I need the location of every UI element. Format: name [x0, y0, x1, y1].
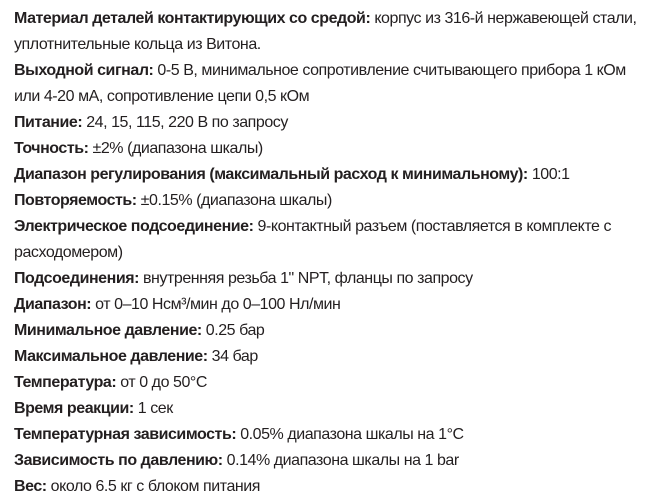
spec-value: 9-контактный разъем (поставляется в комплекте с расходомером) — [14, 218, 612, 261]
spec-pressure-effect — [14, 448, 642, 474]
spec-range — [14, 292, 642, 318]
spec-label: Диапазон: — [14, 296, 92, 313]
spec-value: ±2% (диапазона шкалы) — [92, 140, 263, 157]
spec-label: Выходной сигнал: — [14, 62, 154, 79]
spec-value: 0.25 бар — [205, 322, 265, 339]
spec-value: 1 сек — [137, 400, 173, 417]
spec-label: Питание: — [14, 114, 83, 131]
spec-label: Температурная зависимость: — [14, 426, 237, 443]
spec-label: Вес: — [14, 478, 47, 495]
spec-label: Электрическое подсоединение: — [14, 218, 254, 235]
spec-value: около 6.5 кг с блоком питания — [50, 478, 260, 495]
spec-value: внутренняя резьба 1" NPT, фланцы по запросу — [143, 270, 473, 287]
spec-temperature — [14, 370, 642, 396]
spec-label: Повторяемость: — [14, 192, 137, 209]
spec-label: Подсоединения: — [14, 270, 139, 287]
spec-label: Зависимость по давлению: — [14, 452, 223, 469]
spec-label: Температура: — [14, 374, 117, 391]
spec-process-connections — [14, 266, 642, 292]
spec-turndown — [14, 162, 642, 188]
spec-label: Материал деталей контактирующих со средой: — [14, 10, 371, 27]
spec-value: ±0.15% (диапазона шкалы) — [140, 192, 332, 209]
spec-max-pressure — [14, 344, 642, 370]
spec-value: 0.05% диапазона шкалы на 1°C — [240, 426, 464, 443]
specifications-list — [14, 6, 642, 500]
spec-value: 100:1 — [531, 166, 570, 183]
spec-value: от 0–10 Нсм³/мин до 0–100 Нл/мин — [95, 296, 341, 313]
spec-output-signal — [14, 58, 642, 110]
spec-label: Максимальное давление: — [14, 348, 208, 365]
spec-accuracy — [14, 136, 642, 162]
spec-weight — [14, 474, 642, 500]
spec-power — [14, 110, 642, 136]
spec-value: 34 бар — [211, 348, 258, 365]
spec-repeatability — [14, 188, 642, 214]
spec-value: от 0 до 50°C — [120, 374, 207, 391]
spec-label: Время реакции: — [14, 400, 134, 417]
spec-temperature-effect — [14, 422, 642, 448]
spec-response-time — [14, 396, 642, 422]
spec-wetted-materials — [14, 6, 642, 58]
spec-value: 0-5 В, минимальное сопротивление считывающего прибора 1 кОм или 4-20 мА, сопротивление цепи 0,5 кОм — [14, 62, 626, 105]
spec-label: Диапазон регулирования (максимальный расход к минимальному): — [14, 166, 528, 183]
spec-value: 24, 15, 115, 220 В по запросу — [86, 114, 288, 131]
spec-label: Минимальное давление: — [14, 322, 202, 339]
spec-label: Точность: — [14, 140, 89, 157]
spec-min-pressure — [14, 318, 642, 344]
spec-value: корпус из 316-й нержавеющей стали, уплотнительные кольца из Витона. — [14, 10, 637, 53]
spec-electrical-connection — [14, 214, 642, 266]
spec-value: 0.14% диапазона шкалы на 1 bar — [226, 452, 459, 469]
